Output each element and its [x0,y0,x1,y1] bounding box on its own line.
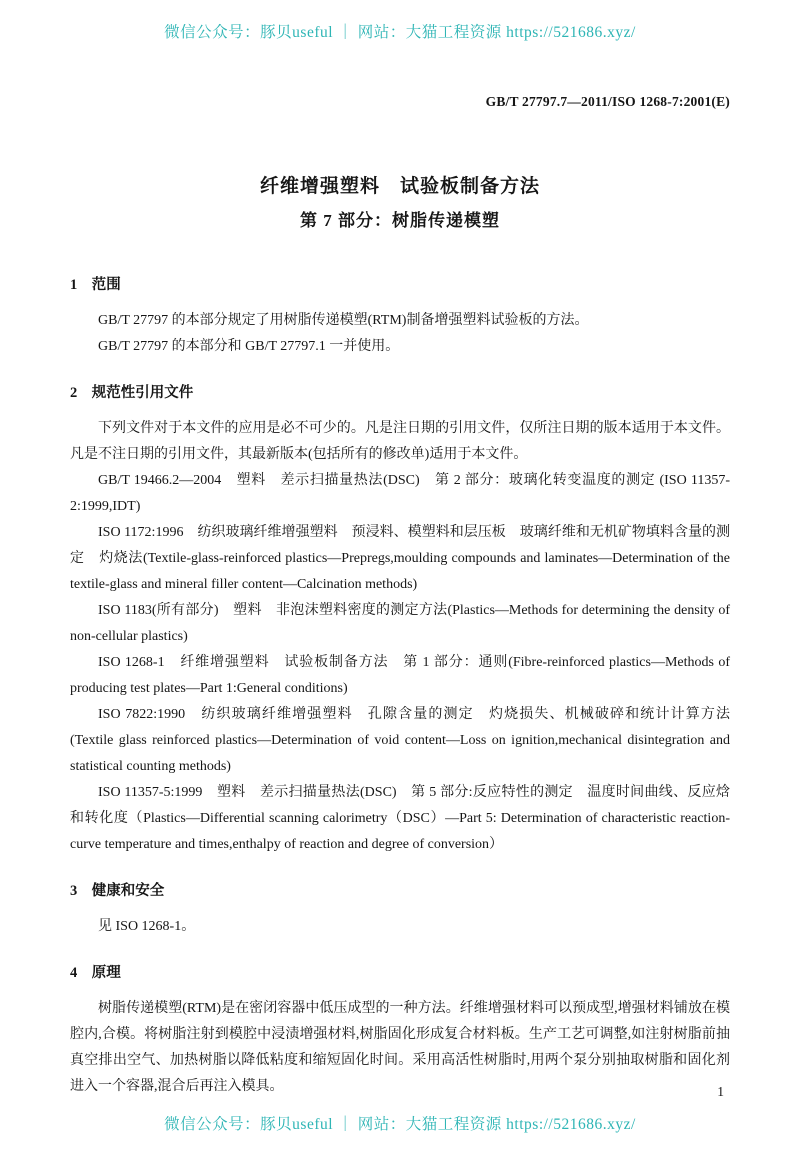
section-heading-scope: 1 范围 [70,277,121,293]
paragraph: GB/T 27797 的本部分规定了用树脂传递模塑(RTM)制备增强塑料试验板的方法。 [98,313,589,328]
reference-entry: ISO 1183(所有部分) 塑料 非泡沫塑料密度的测定方法(Plastics—Methods for determining the density of non-cellular plastics) [70,603,730,644]
watermark-bottom: 微信公众号：豚贝useful ｜ 网站：大猫工程资源 https://521686.xyz/ [164,1116,636,1133]
paragraph: 下列文件对于本文件的应用是必不可少的。凡是注日期的引用文件，仅所注日期的版本适用于本文件。凡是不注日期的引用文件，其最新版本(包括所有的修改单)适用于本文件。 [70,421,730,462]
reference-entry: ISO 1172:1996 纺织玻璃纤维增强塑料 预浸料、模塑料和层压板 玻璃纤维和无机矿物填料含量的测定 灼烧法(Textile-glass-reinforced plastics—Prepregs,moulding compounds and laminates—Determination of the textile-glass and mineral filler content—Calcination methods) [70,525,730,592]
paragraph: GB/T 27797 的本部分和 GB/T 27797.1 一并使用。 [98,339,400,354]
standard-doc-number: GB/T 27797.7—2011/ISO 1268-7:2001(E) [485,94,730,109]
reference-entry: ISO 1268-1 纤维增强塑料 试验板制备方法 第 1 部分：通则(Fibre-reinforced plastics—Methods of producing test plates—Part 1:General conditions) [70,655,730,696]
title-line-2: 第 7 部分：树脂传递模塑 [300,211,500,230]
reference-entry: ISO 7822:1990 纺织玻璃纤维增强塑料 孔隙含量的测定 灼烧损失、机械破碎和统计计算方法(Textile glass reinforced plastics—Determination of void content—Loss on ignition,mechanical disintegration and statistical counting methods) [70,707,730,774]
reference-entry: ISO 11357-5:1999 塑料 差示扫描量热法(DSC) 第 5 部分:反应特性的测定 温度时间曲线、反应焓和转化度（Plastics—Differential scanning calorimetry（DSC）—Part 5: Determination of characteristic reaction-curve temperature and times,enthalpy of reaction and degree of conversion） [70,785,730,852]
document-title [0,172,800,236]
paragraph: 树脂传递模塑(RTM)是在密闭容器中低压成型的一种方法。纤维增强材料可以预成型,增强材料铺放在模腔内,合模。将树脂注射到模腔中浸渍增强材料,树脂固化形成复合材料板。生产工艺可调整,如注射树脂前抽真空排出空气、加热树脂以降低粘度和缩短固化时间。采用高活性树脂时,用两个泵分别抽取树脂和固化剂进入一个容器,混合后再注入模具。 [70,1001,730,1094]
document-body [70,272,730,1100]
watermark-top: 微信公众号：豚贝useful ｜ 网站：大猫工程资源 https://521686.xyz/ [164,24,636,41]
page-number: 1 [717,1084,724,1099]
title-line-1: 纤维增强塑料 试验板制备方法 [259,176,540,197]
reference-entry: GB/T 19466.2—2004 塑料 差示扫描量热法(DSC) 第 2 部分：玻璃化转变温度的测定 (ISO 11357-2:1999,IDT) [70,473,730,514]
paragraph: 见 ISO 1268-1。 [98,919,196,934]
section-heading-normative-references: 2 规范性引用文件 [70,385,194,401]
section-heading-health-safety: 3 健康和安全 [70,883,165,899]
section-heading-principle: 4 原理 [70,965,121,981]
